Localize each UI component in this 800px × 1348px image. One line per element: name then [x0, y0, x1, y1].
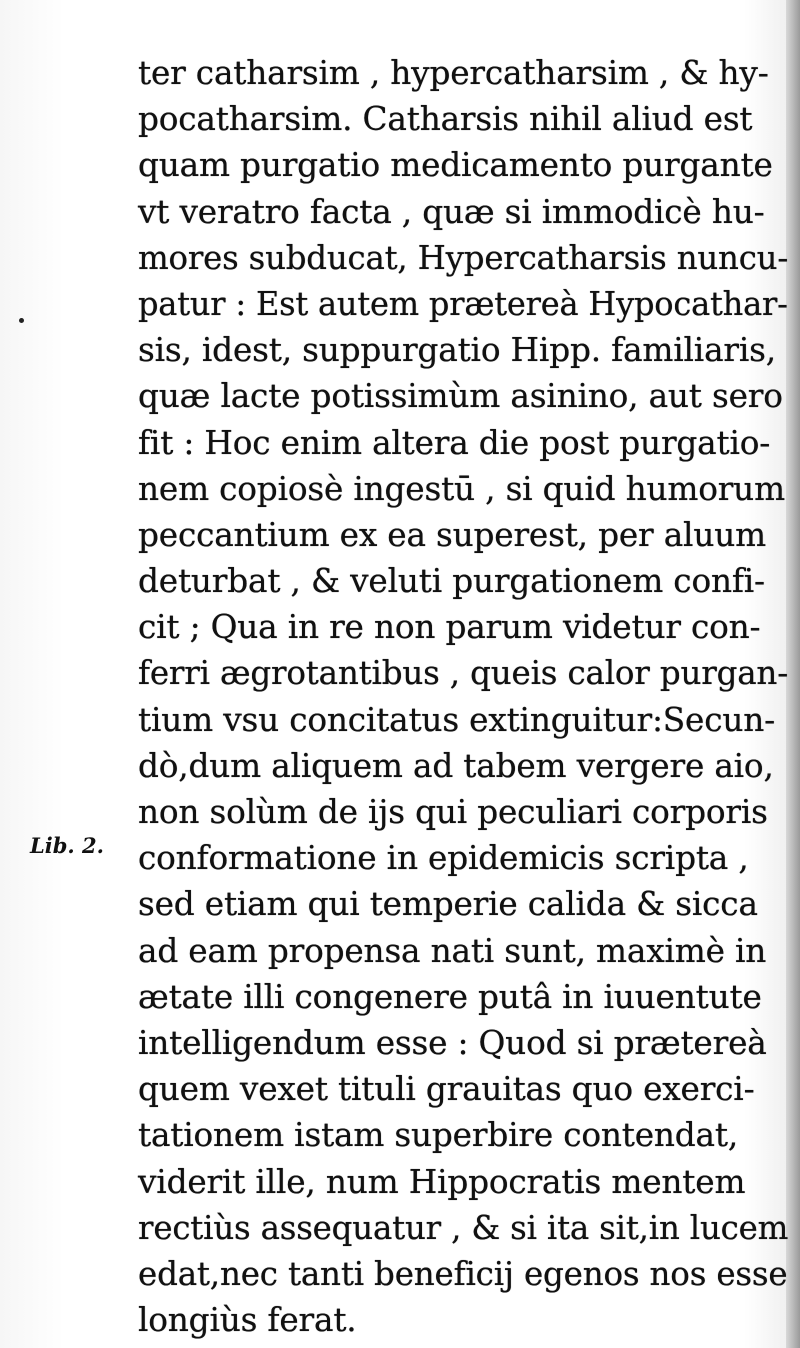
text-line: peccantium ex ea superest, per aluum	[138, 514, 766, 554]
text-line: conformatione in epidemicis scripta ,	[138, 838, 749, 878]
text-line: ter catharsim , hypercatharsim , & hy-	[138, 53, 769, 92]
text-line: quam purgatio medicamento purgante	[138, 145, 773, 185]
text-line: longiùs ferat.	[138, 1300, 357, 1340]
ink-speck	[19, 318, 24, 323]
text-line: sed etiam qui temperie calida & sicca	[138, 884, 758, 924]
text-line: quæ lacte potissimùm asinino, aut sero	[138, 376, 783, 416]
text-line: patur : Est autem prætereà Hypocathar-	[138, 283, 788, 323]
text-line: vt veratro facta , quæ si immodicè hu-	[138, 191, 765, 231]
text-line: edat,nec tanti beneficij egenos nos esse	[138, 1253, 788, 1293]
text-line: ætate illi congenere putâ in iuuentute	[138, 976, 762, 1016]
text-line: non solùm de ijs qui peculiari corporis	[138, 792, 768, 831]
text-line: sis, idest, suppurgatio Hipp. familiaris,	[138, 330, 776, 370]
text-line: dò,dum aliquem ad tabem vergere aio,	[138, 745, 774, 785]
margin-note: Lib. 2.	[30, 833, 104, 858]
text-line: viderit ille, num Hippocratis mentem	[138, 1161, 746, 1201]
text-line: ad eam propensa nati sunt, maximè in	[138, 930, 767, 970]
text-line: ferri ægrotantibus , queis calor purgan-	[138, 653, 788, 693]
text-line: cit ; Qua in re non parum videtur con-	[138, 607, 761, 647]
text-line: pocatharsim. Catharsis nihil aliud est	[138, 99, 753, 139]
body-text	[138, 50, 793, 1343]
text-line: deturbat , & veluti purgationem confi-	[138, 561, 765, 601]
text-line: quem vexet tituli grauitas quo exerci-	[138, 1069, 755, 1109]
text-line: intelligendum esse : Quod si prætereà	[138, 1022, 767, 1062]
text-line: nem copiosè ingestū , si quid humorum	[138, 468, 785, 508]
text-line: fit : Hoc enim altera die post purgatio-	[138, 422, 771, 462]
text-line: tium vsu concitatus extinguitur:Secun-	[138, 699, 776, 739]
text-line: mores subducat, Hypercatharsis nuncu-	[138, 237, 789, 277]
text-line: tationem istam superbire contendat,	[138, 1115, 739, 1155]
text-line: rectiùs assequatur , & si ita sit,in lucem	[138, 1207, 789, 1247]
